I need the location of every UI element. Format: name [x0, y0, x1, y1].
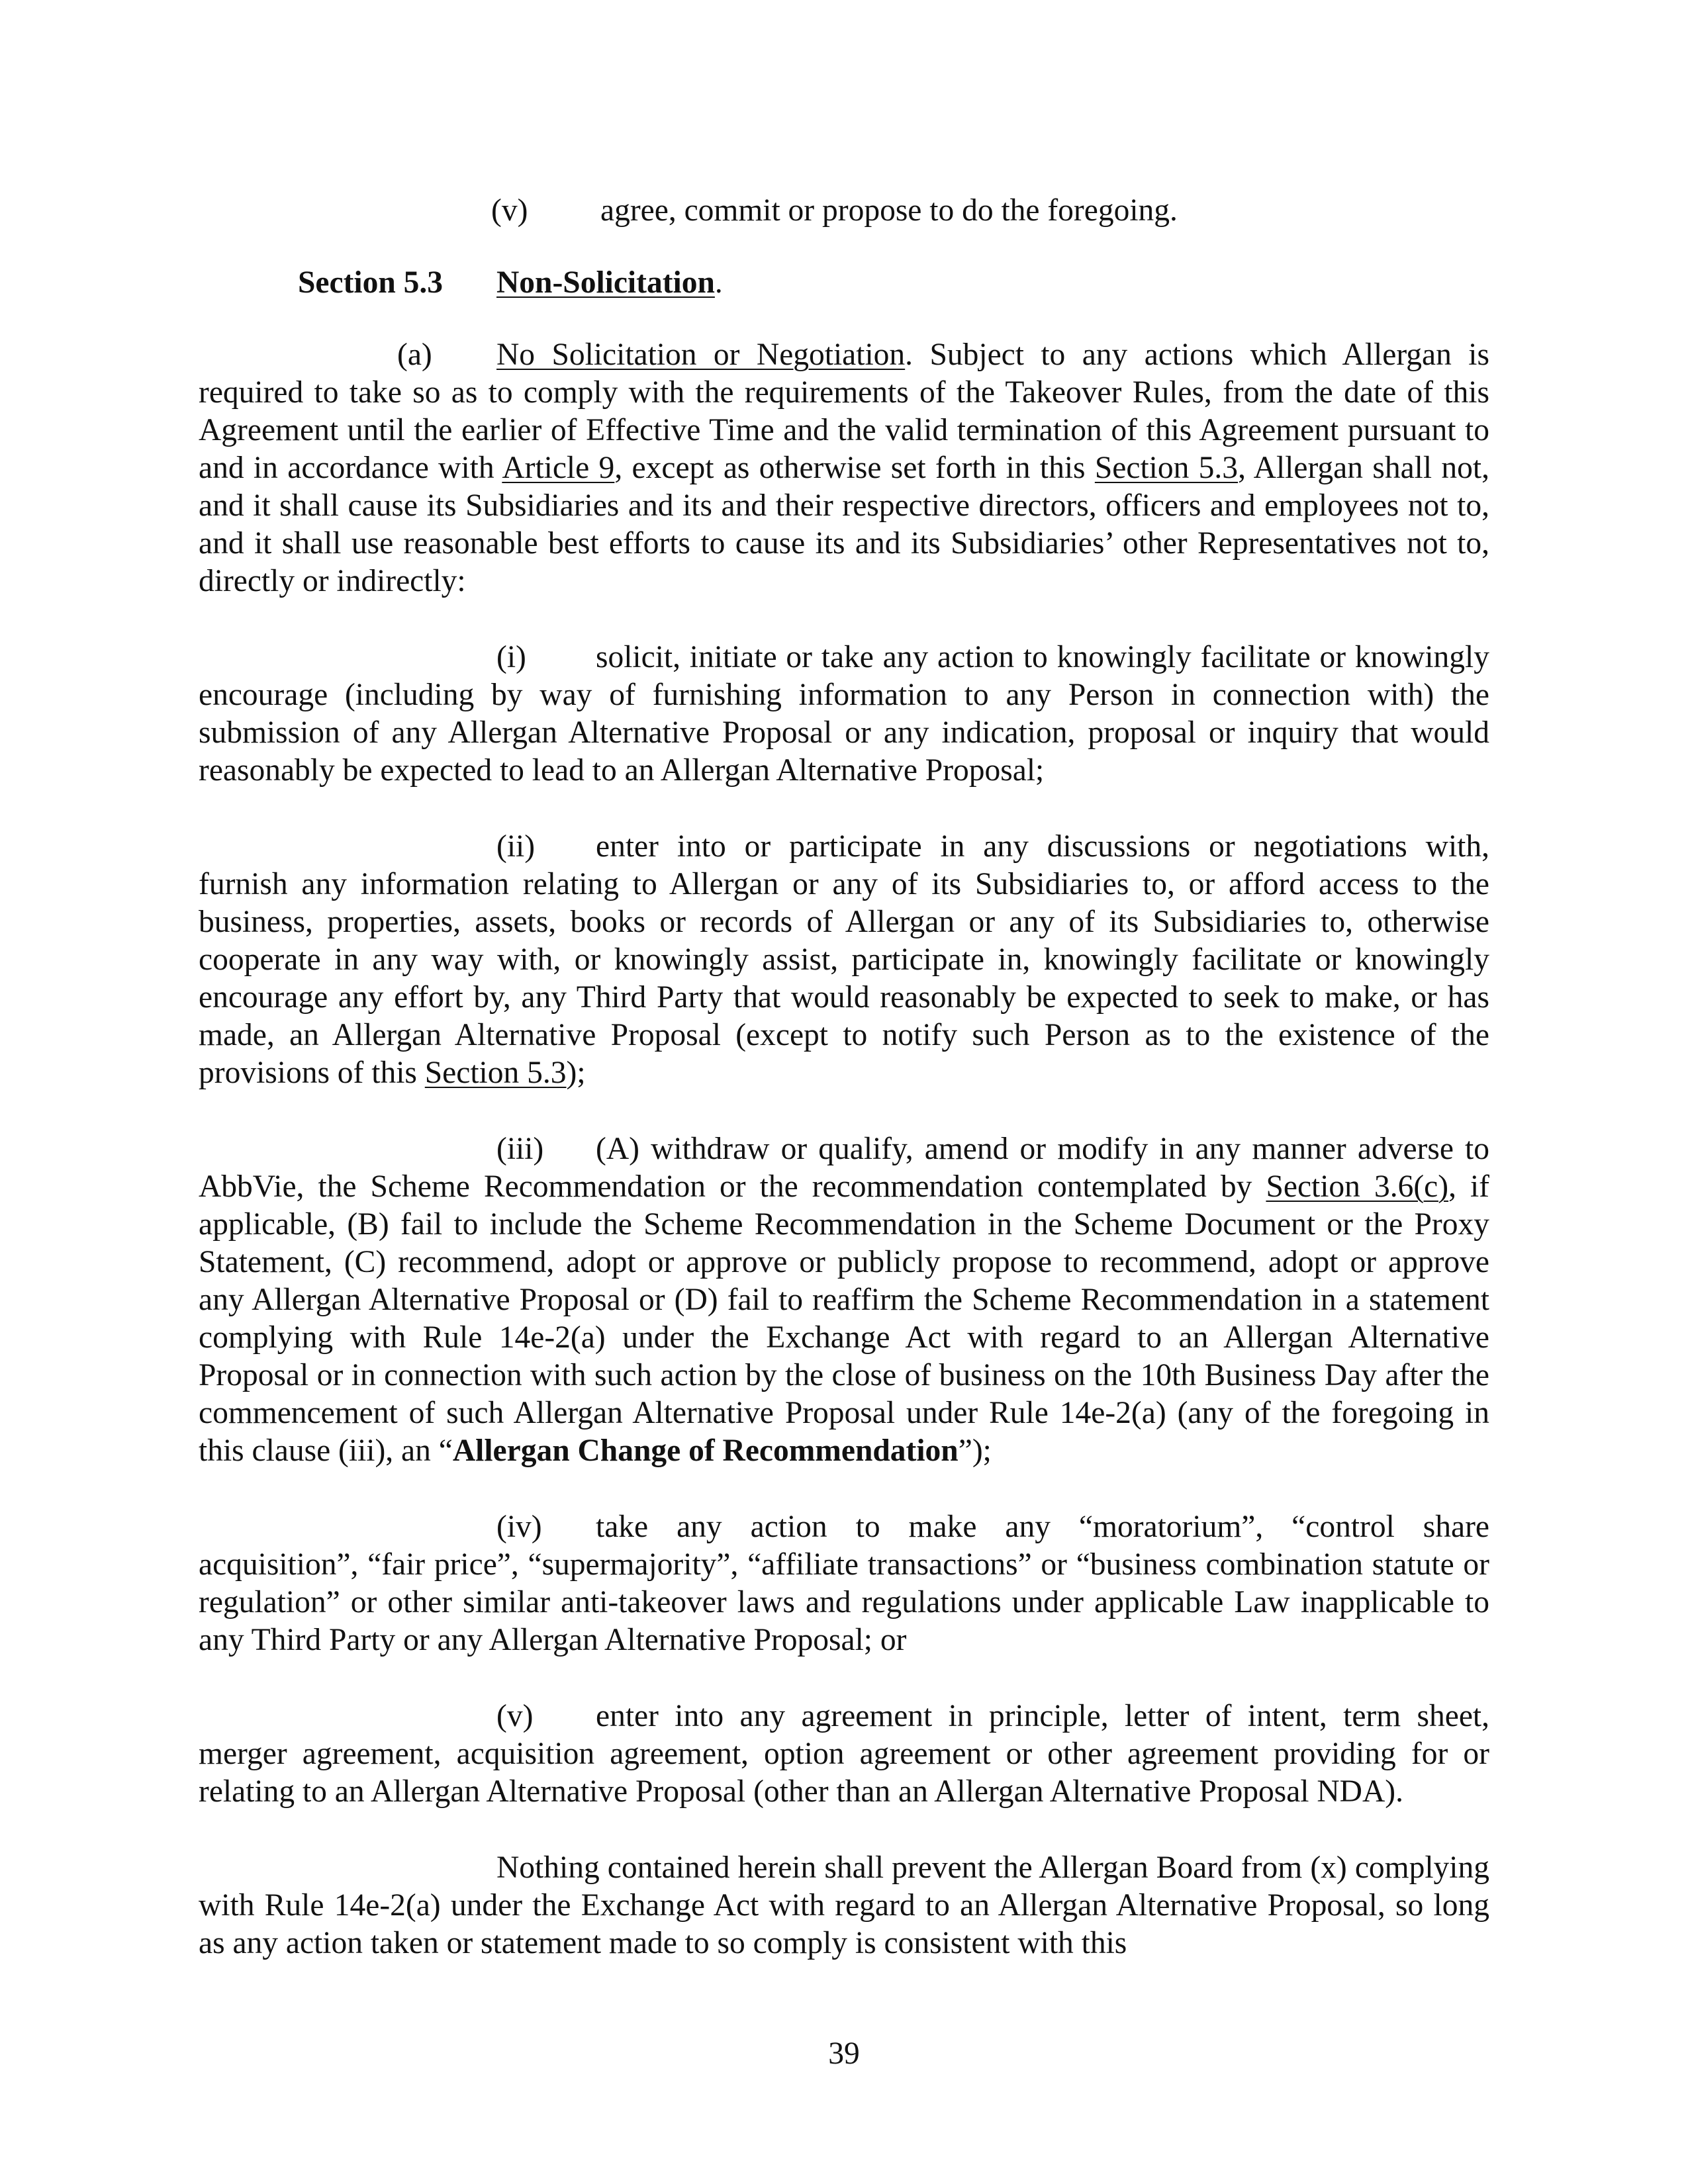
section-title: Non-Solicitation [496, 265, 715, 300]
clause-text: solicit, initiate or take any action to knowingly facilitate or knowingly encourage (including by way of furnishing information to any Person in connection with) the submission of any Allergan Alternative Proposal or any indication, proposal or inquiry that would reasonably be expected to lead to an Allergan Alternative Proposal; [199, 640, 1489, 788]
clause-text: agree, commit or propose to do the foregoing. [600, 193, 1178, 228]
section-number: Section 5.3 [298, 265, 444, 300]
closing-paragraph: Nothing contained herein shall prevent the Allergan Board from (x) complying with Rule 14e-2(a) under the Exchange Act with regard to an Allergan Alternative Proposal, so long as any action taken or statement made to so comply is consistent with this [199, 1850, 1489, 1960]
clause-label: (v) [491, 193, 528, 228]
clause-text: (A) withdraw or qualify, amend or modify in any manner adverse to AbbVie, the Scheme Recommendation or the recommendation contemplated by [199, 1132, 1489, 1204]
page-number: 39 [828, 2036, 860, 2071]
clause-text: enter into or participate in any discussions or negotiations with, furnish any information relating to Allergan or any of its Subsidiaries to, or afford access to the business, properties, assets, books or records of Allergan or any of its Subsidiaries to, otherwise cooperate in any way with, or knowingly assist, participate in, knowingly facilitate or knowingly encourage any effort by, any Third Party that would reasonably be expected to seek to make, or has made, an Allergan Alternative Proposal (except to notify such Person as to the existence of the provisions of this [199, 829, 1489, 1090]
clause-v-foregoing [199, 192, 1489, 230]
cross-reference-section-3-6c: Section 3.6(c) [1266, 1169, 1449, 1204]
clause-text: ”); [958, 1433, 992, 1468]
paragraph-text: , Allergan shall not, and it shall cause its Subsidiaries and its and their respective directors, officers and employees not to, and it shall use reasonable best efforts to cause its and its Subsidiaries’ other Representatives not to, directly or indirectly: [199, 451, 1489, 598]
paragraph-heading: No Solicitation or Negotiation [496, 338, 906, 372]
clause-iii [199, 1130, 1489, 1470]
document-page [199, 192, 1489, 1962]
cross-reference-section-5-3: Section 5.3 [424, 1056, 567, 1090]
defined-term: Allergan Change of Recommendation [452, 1433, 959, 1468]
cross-reference-section-5-3: Section 5.3 [1094, 451, 1239, 485]
clause-text: enter into any agreement in principle, letter of intent, term sheet, merger agreement, acquisition agreement, option agreement or other agreement providing for or relating to an Allergan Alternative Proposal (other than an Allergan Alternative Proposal NDA). [199, 1699, 1489, 1809]
clause-iv [199, 1508, 1489, 1659]
clause-v [199, 1698, 1489, 1811]
clause-text: take any action to make any “moratorium”, “control share acquisition”, “fair price”, “supermajority”, “affiliate transactions” or “business combination statute or regulation” or other similar anti-takeover laws and regulations under applicable Law inapplicable to any Third Party or any Allergan Alternative Proposal; or [199, 1510, 1489, 1657]
paragraph-text: , except as otherwise set forth in this [614, 451, 1095, 485]
paragraph-label: (a) [397, 338, 432, 372]
paragraph-a [199, 336, 1489, 600]
clause-i [199, 639, 1489, 790]
clause-label: (ii) [496, 829, 536, 864]
clause-label: (iii) [496, 1132, 544, 1166]
clause-label: (iv) [496, 1510, 542, 1544]
clause-label: (i) [496, 640, 526, 674]
section-title-period: . [714, 265, 723, 300]
clause-text: , if applicable, (B) fail to include the Scheme Recommendation in the Scheme Document or the Proxy Statement, (C) recommend, adopt or approve or publicly propose to recommend, adopt or approve any Allergan Alternative Proposal or (D) fail to reaffirm the Scheme Recommendation in a statement complying with Rule 14e-2(a) under the Exchange Act with regard to an Allergan Alternative Proposal or in connection with such action by the close of business on the 10th Business Day after the commencement of such Allergan Alternative Proposal under Rule 14e-2(a) (any of the foregoing in this clause (iii), an “ [199, 1169, 1489, 1468]
cross-reference-article-9: Article 9 [502, 451, 615, 485]
section-heading [199, 264, 1489, 302]
clause-label: (v) [496, 1699, 534, 1733]
clause-text: ); [566, 1056, 586, 1090]
paragraph-text: . Subject to any actions which Allergan is required to take so as to comply with the requirements of the Takeover Rules, from the date of this Agreement until the earlier of Effective Time and the valid termination of this Agreement pursuant to and in accordance with [199, 338, 1489, 485]
clause-ii [199, 828, 1489, 1092]
